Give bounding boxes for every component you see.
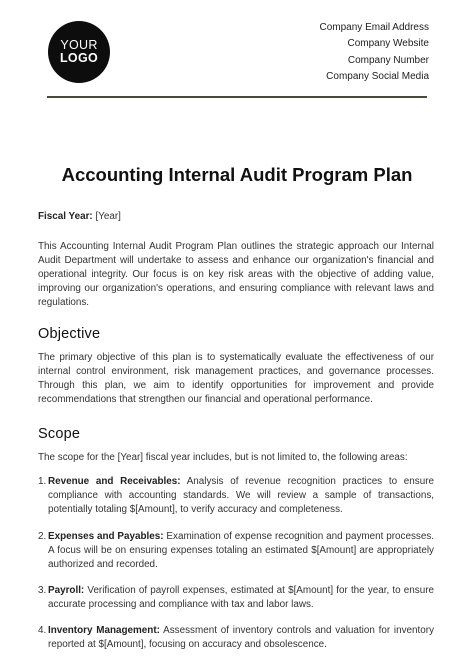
document-body [38,210,434,664]
scope-item-text: Examination of expense recognition and payment processes. A focus will be on ensuring expenses totaling an estimated $[Amount] are appropriately authorized and recorded. [48,530,435,570]
objective-paragraph: The primary objective of this plan is to systematically evaluate the effectiveness of our internal control environment, risk management practices, and governance processes. Through this plan, we aim to identify opportunities for improvement and provide recommendations that strengthen our financial and operational performance. [38,351,434,405]
scope-item-number: 3. [38,584,47,596]
logo-line-2: LOGO [59,51,98,65]
logo-line-1: YOUR [60,37,98,52]
scope-item [38,624,434,652]
scope-item-number: 2. [38,530,47,542]
scope-item-body [48,624,434,652]
scope-item-label: Revenue and Receivables: [48,476,181,488]
scope-item [38,475,434,517]
fiscal-year-label: Fiscal Year: [38,211,93,222]
scope-heading: Scope [38,426,81,443]
scope-item [38,584,434,612]
company-website: Company Website [347,38,429,50]
scope-item-number: 4. [38,624,47,636]
scope-item-label: Inventory Management: [48,624,160,636]
company-email: Company Email Address [319,22,429,33]
company-logo [48,21,110,83]
scope-item-label: Expenses and Payables: [48,530,164,542]
header-divider [47,96,427,98]
fiscal-year-value: [Year] [92,211,121,222]
scope-item-text: Assessment of inventory controls and valuation for inventory reported at $[Amount], focusing on accuracy and obsolescence. [48,624,435,651]
scope-item-label: Payroll: [48,584,85,596]
fiscal-year [38,210,434,224]
company-social: Company Social Media [326,70,429,82]
scope-list [38,475,434,652]
scope-item-number: 1. [38,476,47,488]
scope-intro: The scope for the [Year] fiscal year includes, but is not limited to, the following areas: [38,452,408,464]
scope-item-body [48,475,434,517]
company-number: Company Number [347,54,429,66]
scope-item-body [48,584,434,612]
scope-item-text: Verification of payroll expenses, estimated at $[Amount] for the year, to ensure accurate processing and compliance with tax and labor laws. [48,584,434,610]
scope-item-body [48,530,434,572]
company-info [320,20,430,85]
document-title: Accounting Internal Audit Program Plan [61,164,413,185]
objective-heading: Objective [38,325,101,342]
scope-item [38,530,434,572]
intro-paragraph: This Accounting Internal Audit Program Plan outlines the strategic approach our Internal Audit Department will undertake to assess and enhance our organization's financial and operational integrity. Our focus is on key risk areas with the objective of adding value, improving our organization's operations, and ensuring compliance with relevant laws and regulations. [38,241,434,309]
scope-item-text: Analysis of revenue recognition practices to ensure compliance with accounting standards. We will review a sample of transactions, potentially totaling $[Amount], to verify accuracy and completeness. [48,476,434,516]
